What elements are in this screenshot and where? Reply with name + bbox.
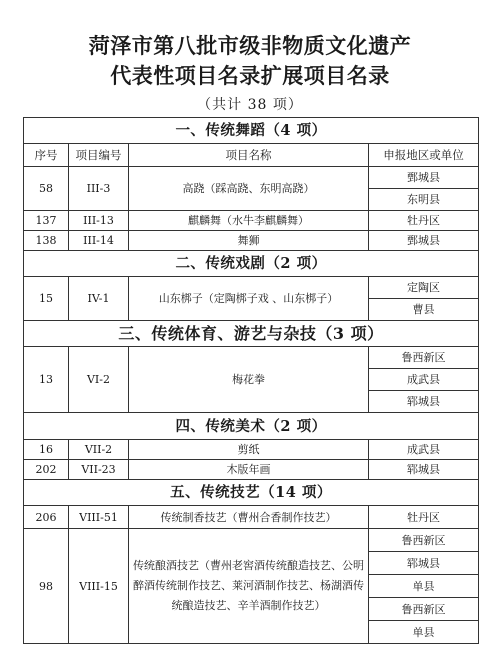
cell-region: 成武县: [369, 369, 479, 391]
cell-code: VIII-15: [69, 529, 129, 644]
cell-index: 206: [24, 506, 69, 529]
cell-name: 麒麟舞（水牛李麒麟舞）: [129, 211, 369, 231]
cell-name: 传统酿酒技艺（曹州老窖酒传统酿造技艺、公明醉酒传统制作技艺、莱河酒制作技艺、杨湖酒传统酿造技艺、辛羊酒制作技艺）: [129, 529, 369, 644]
cell-index: 138: [24, 231, 69, 251]
document-title-line2: 代表性项目名录扩展项目名录: [110, 63, 390, 88]
section-title: 四、传统美术（2 项）: [24, 413, 479, 440]
cell-name: 梅花拳: [129, 347, 369, 413]
cell-region: 成武县: [369, 440, 479, 460]
section-header: [24, 321, 479, 347]
cell-region: 定陶区: [369, 277, 479, 299]
heritage-table: [23, 117, 479, 644]
cell-region: 鲁西新区: [369, 529, 479, 552]
section-title: 二、传统戏剧（2 项）: [24, 251, 479, 277]
cell-region: 郓城县: [369, 460, 479, 480]
cell-name: 高跷（踩高跷、东明高跷）: [129, 167, 369, 211]
cell-region: 单县: [369, 621, 479, 644]
cell-region: 单县: [369, 575, 479, 598]
cell-region: 鄄城县: [369, 231, 479, 251]
cell-region: 郓城县: [369, 391, 479, 413]
table-header-row: [24, 144, 479, 167]
cell-name: 山东梆子（定陶梆子戏 、山东梆子）: [129, 277, 369, 321]
cell-index: 15: [24, 277, 69, 321]
document-title-line1: 菏泽市第八批市级非物质文化遗产: [88, 33, 412, 58]
section-header: [24, 413, 479, 440]
cell-code: IV-1: [69, 277, 129, 321]
table-row: [24, 211, 479, 231]
section-title: 五、传统技艺（14 项）: [24, 480, 479, 506]
table-row: [24, 277, 479, 299]
cell-region: 牡丹区: [369, 211, 479, 231]
cell-code: VII-23: [69, 460, 129, 480]
cell-name: 传统制香技艺（曹州合香制作技艺）: [129, 506, 369, 529]
cell-region: 鄄城县: [369, 167, 479, 189]
cell-code: VIII-51: [69, 506, 129, 529]
cell-index: 202: [24, 460, 69, 480]
cell-region: 鲁西新区: [369, 598, 479, 621]
cell-name: 剪纸: [129, 440, 369, 460]
cell-code: III-3: [69, 167, 129, 211]
table-row: [24, 506, 479, 529]
section-title: 一、传统舞蹈（4 项）: [24, 118, 479, 144]
cell-name: 舞狮: [129, 231, 369, 251]
section-header: [24, 251, 479, 277]
cell-index: 16: [24, 440, 69, 460]
table-row: [24, 167, 479, 189]
section-header: [24, 118, 479, 144]
cell-region: 鲁西新区: [369, 347, 479, 369]
cell-name: 木版年画: [129, 460, 369, 480]
section-title: 三、传统体育、游艺与杂技（3 项）: [24, 321, 479, 347]
section-header: [24, 480, 479, 506]
header-index: 序号: [24, 144, 69, 167]
cell-code: III-13: [69, 211, 129, 231]
cell-code: III-14: [69, 231, 129, 251]
cell-region: 曹县: [369, 299, 479, 321]
cell-region: 东明县: [369, 189, 479, 211]
table-row: [24, 529, 479, 552]
cell-index: 98: [24, 529, 69, 644]
cell-index: 13: [24, 347, 69, 413]
header-name: 项目名称: [129, 144, 369, 167]
table-row: [24, 347, 479, 369]
cell-code: VI-2: [69, 347, 129, 413]
header-region: 申报地区或单位: [369, 144, 479, 167]
table-row: [24, 231, 479, 251]
cell-region: 郓城县: [369, 552, 479, 575]
cell-index: 58: [24, 167, 69, 211]
table-row: [24, 460, 479, 480]
cell-code: VII-2: [69, 440, 129, 460]
header-code: 项目编号: [69, 144, 129, 167]
cell-index: 137: [24, 211, 69, 231]
cell-region: 牡丹区: [369, 506, 479, 529]
table-row: [24, 440, 479, 460]
document-subtitle: （共计 38 项）: [197, 97, 303, 113]
